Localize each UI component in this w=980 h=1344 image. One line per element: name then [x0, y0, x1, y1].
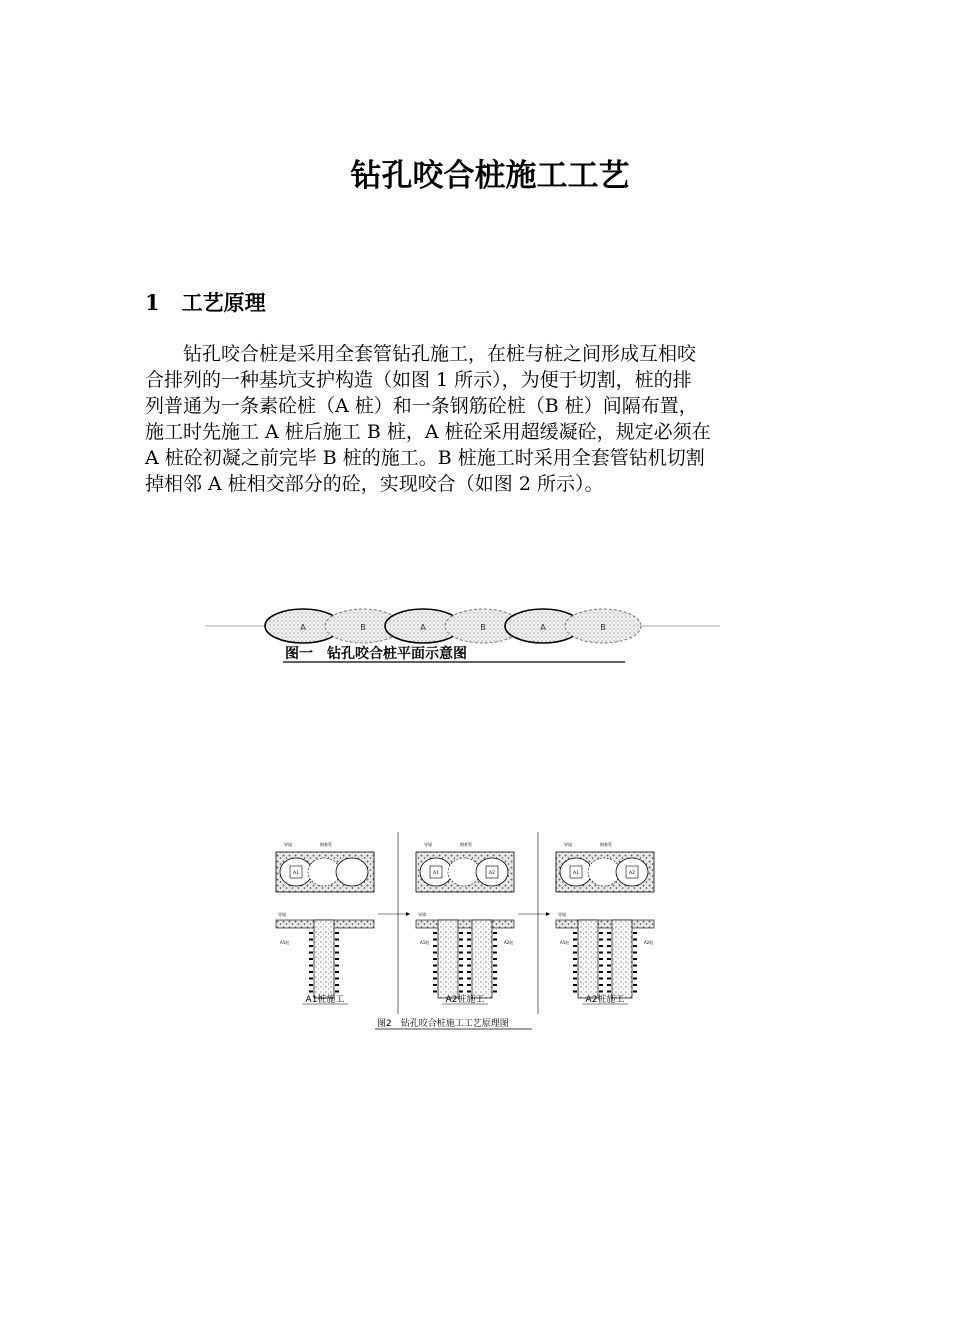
- pile-label: B: [480, 623, 486, 632]
- pile-a1-label: A1桩: [560, 940, 570, 945]
- pile-label: B: [600, 623, 606, 632]
- casing-label: 钢套管: [320, 842, 332, 847]
- panel-caption: A2桩施工: [585, 995, 625, 1005]
- pile-a2-label: A2桩: [644, 940, 654, 945]
- arrow-head: [546, 912, 550, 916]
- section-heading: [145, 287, 266, 317]
- pile-a1-label: A1桩: [280, 940, 290, 945]
- guide-wall-label: 导墙: [278, 912, 286, 917]
- page-title: 钻孔咬合桩施工工艺: [350, 158, 630, 194]
- section-number: 1: [145, 290, 160, 315]
- pile-label: A: [300, 623, 306, 632]
- casing-label: 钢套管: [460, 842, 472, 847]
- panel-1: [276, 841, 374, 1005]
- paragraph-line: A 桩砼初凝之前完毕 B 桩的施工。B 桩施工时采用全套管钻机切割: [145, 447, 705, 469]
- guide-wall-label: 导墙: [424, 842, 432, 847]
- paragraph-line: 掉相邻 A 桩相交部分的砼，实现咬合（如图 2 所示）。: [145, 473, 604, 495]
- paragraph-line: 钻孔咬合桩是采用全套管钻孔施工，在桩与桩之间形成互相咬: [145, 343, 697, 365]
- pile-label: A1: [293, 871, 299, 876]
- pile-label: A2: [489, 871, 495, 876]
- guide-wall-label: 导墙: [418, 912, 426, 917]
- figure-2-caption: 图2 钻孔咬合桩施工工艺原理图: [377, 1019, 509, 1029]
- casing-label: 钢套管: [600, 842, 612, 847]
- paragraph-line: 合排列的一种基坑支护构造（如图 1 所示），为便于切割，桩的排: [145, 369, 692, 391]
- figure-1-pile-plan: [205, 604, 720, 666]
- panel-2: [416, 841, 514, 1005]
- paragraph-line: 施工时先施工 A 桩后施工 B 桩，A 桩砼采用超缓凝砼，规定必须在: [145, 421, 711, 443]
- guide-wall-label: 导墙: [564, 842, 572, 847]
- pile-label: A1: [433, 871, 439, 876]
- paragraph-line: 列普通为一条素砼桩（A 桩）和一条钢筋砼桩（B 桩）间隔布置，: [145, 395, 698, 417]
- figure-1-caption: 图一 钻孔咬合桩平面示意图: [285, 646, 467, 662]
- guide-wall-label: 导墙: [284, 842, 292, 847]
- pile-label: B: [360, 623, 366, 632]
- section-title: 工艺原理: [181, 290, 266, 315]
- pile-label: A2: [629, 871, 635, 876]
- panel-caption: A2桩施工: [445, 995, 485, 1005]
- body-paragraph: [145, 341, 807, 497]
- pile-a2-label: A2桩: [504, 940, 514, 945]
- pile-label: A: [420, 623, 426, 632]
- arrow-head: [406, 912, 410, 916]
- figure-2-construction-principle: [270, 830, 654, 1035]
- guide-wall-label: 导墙: [558, 912, 566, 917]
- panel-3: [556, 841, 654, 1005]
- pile-label: A1: [573, 871, 579, 876]
- panel-caption: A1桩施工: [305, 995, 345, 1005]
- pile-label: A: [540, 623, 546, 632]
- pile-a1-label: A1桩: [420, 940, 430, 945]
